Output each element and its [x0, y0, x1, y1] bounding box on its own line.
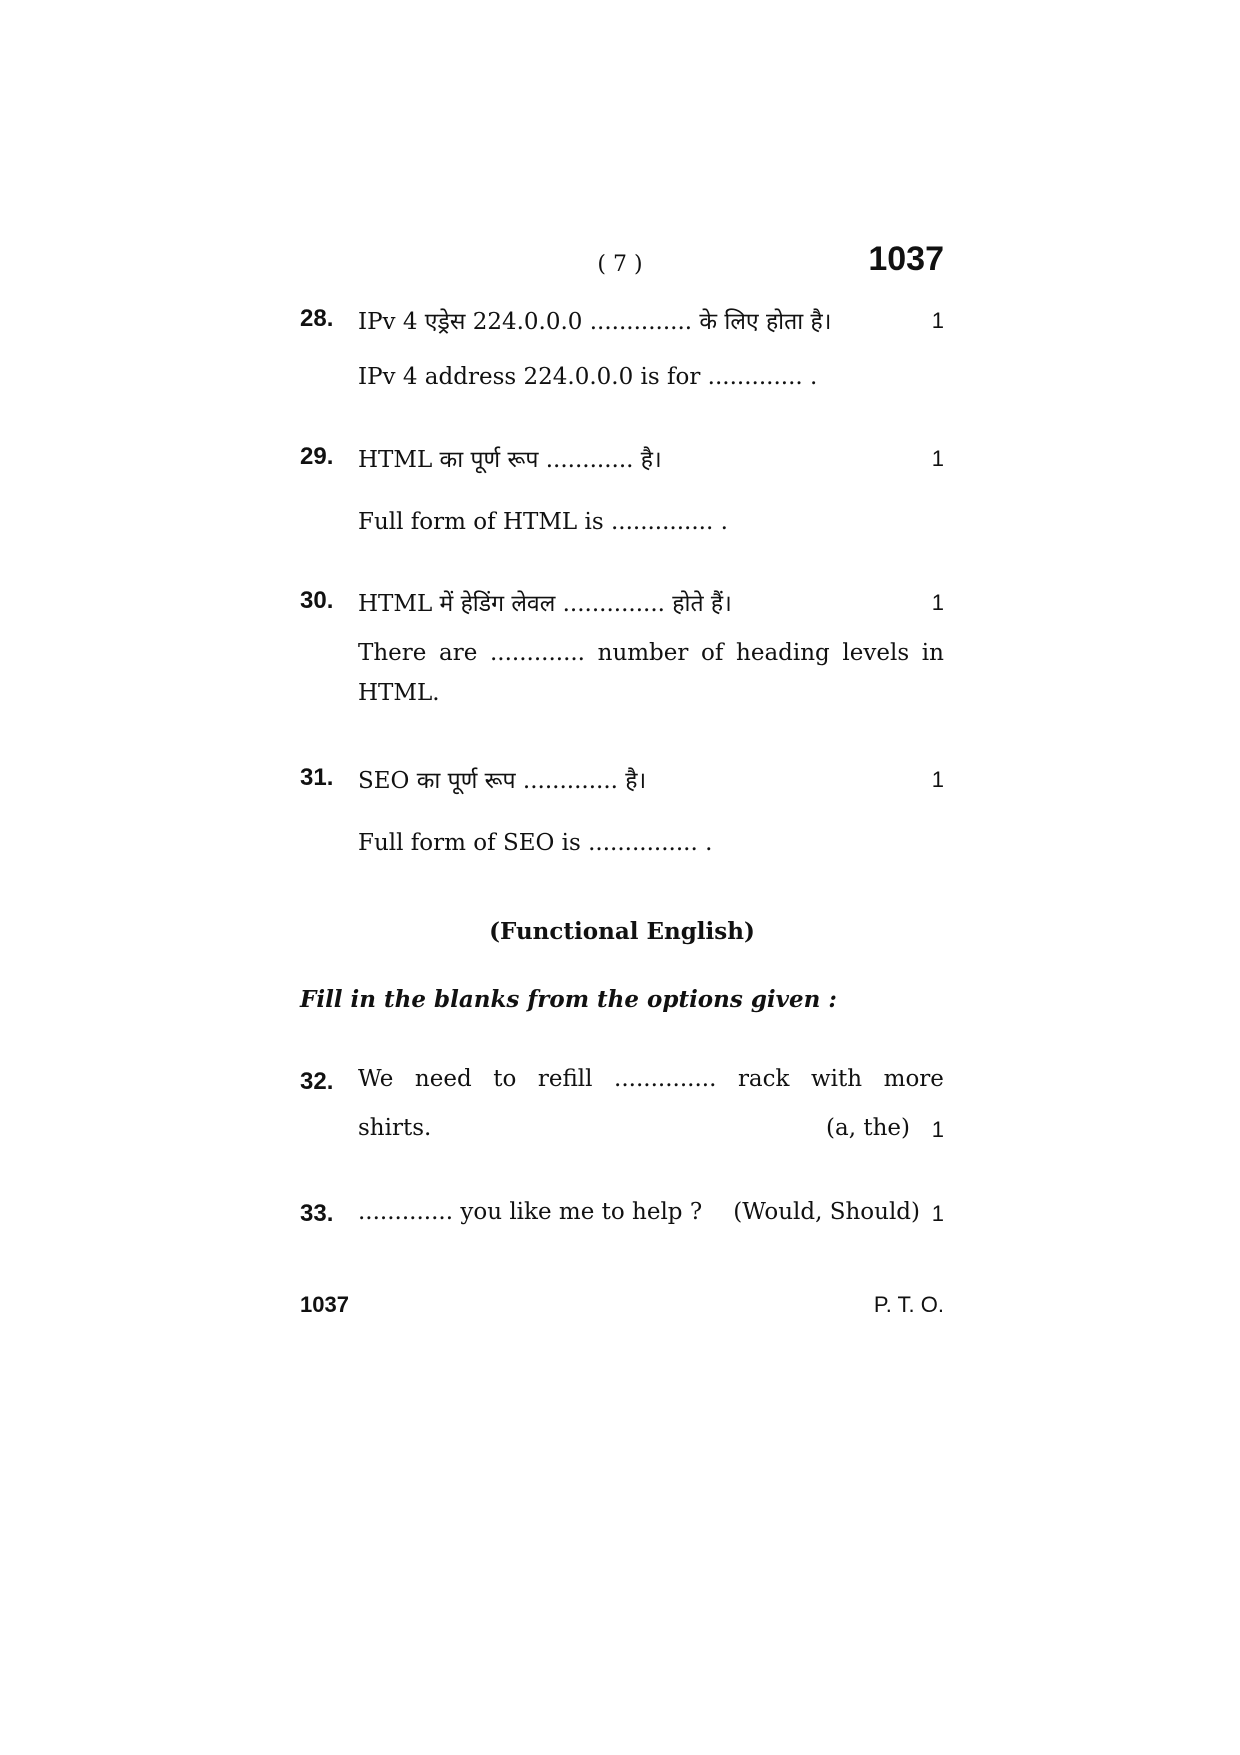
please-turn-over: P. T. O.	[873, 1292, 944, 1317]
word: in	[921, 640, 944, 666]
word: with	[811, 1066, 863, 1092]
word: We	[358, 1066, 394, 1092]
question-30-hindi: HTML में हेडिंग लेवल .............. होते हैं।	[358, 591, 732, 617]
question-30-english-line2: HTML.	[358, 680, 440, 706]
question-number-32: 32.	[300, 1068, 334, 1095]
question-31-marks: 1	[931, 767, 944, 792]
question-32-line1	[358, 1066, 944, 1092]
question-33-options: (Would, Should)	[733, 1199, 920, 1225]
question-31-hindi: SEO का पूर्ण रूप ............. है।	[358, 768, 647, 794]
question-number-33: 33.	[300, 1200, 334, 1227]
question-30-english-line1	[358, 640, 944, 666]
question-33-marks: 1	[931, 1201, 944, 1226]
question-28-english: IPv 4 address 224.0.0.0 is for ............. .	[358, 364, 818, 390]
question-number-31: 31.	[300, 764, 334, 791]
word: number	[597, 640, 689, 666]
question-32-options: (a, the)	[826, 1115, 910, 1141]
paper-code-footer: 1037	[300, 1292, 349, 1317]
question-28-hindi: IPv 4 एड्रेस 224.0.0.0 .............. के लिए होता है।	[358, 309, 832, 335]
word: need	[414, 1066, 472, 1092]
word: refill	[537, 1066, 593, 1092]
question-29-english: Full form of HTML is .............. .	[358, 509, 728, 535]
word: rack	[737, 1066, 790, 1092]
word: levels	[842, 640, 910, 666]
question-29-hindi: HTML का पूर्ण रूप ............ है।	[358, 447, 662, 473]
word: more	[883, 1066, 944, 1092]
page-number: ( 7 )	[597, 252, 643, 277]
question-31-english: Full form of SEO is ............... .	[358, 830, 713, 856]
blank: ..............	[614, 1066, 717, 1092]
word: are	[439, 640, 478, 666]
word: to	[493, 1066, 517, 1092]
question-number-30: 30.	[300, 587, 334, 614]
word: There	[358, 640, 427, 666]
question-30-marks: 1	[931, 590, 944, 615]
word: of	[701, 640, 724, 666]
question-29-marks: 1	[931, 446, 944, 471]
paper-code-header: 1037	[868, 240, 944, 278]
word: heading	[736, 640, 830, 666]
question-32-marks: 1	[931, 1117, 944, 1142]
question-number-28: 28.	[300, 305, 334, 332]
question-32-line2: shirts.	[358, 1115, 432, 1141]
section-title: (Functional English)	[489, 918, 755, 945]
blank: .............	[489, 640, 585, 666]
section-instruction: Fill in the blanks from the options given :	[300, 986, 837, 1013]
question-28-marks: 1	[931, 308, 944, 333]
question-33-text: ............. you like me to help ?	[358, 1199, 703, 1225]
question-number-29: 29.	[300, 443, 334, 470]
